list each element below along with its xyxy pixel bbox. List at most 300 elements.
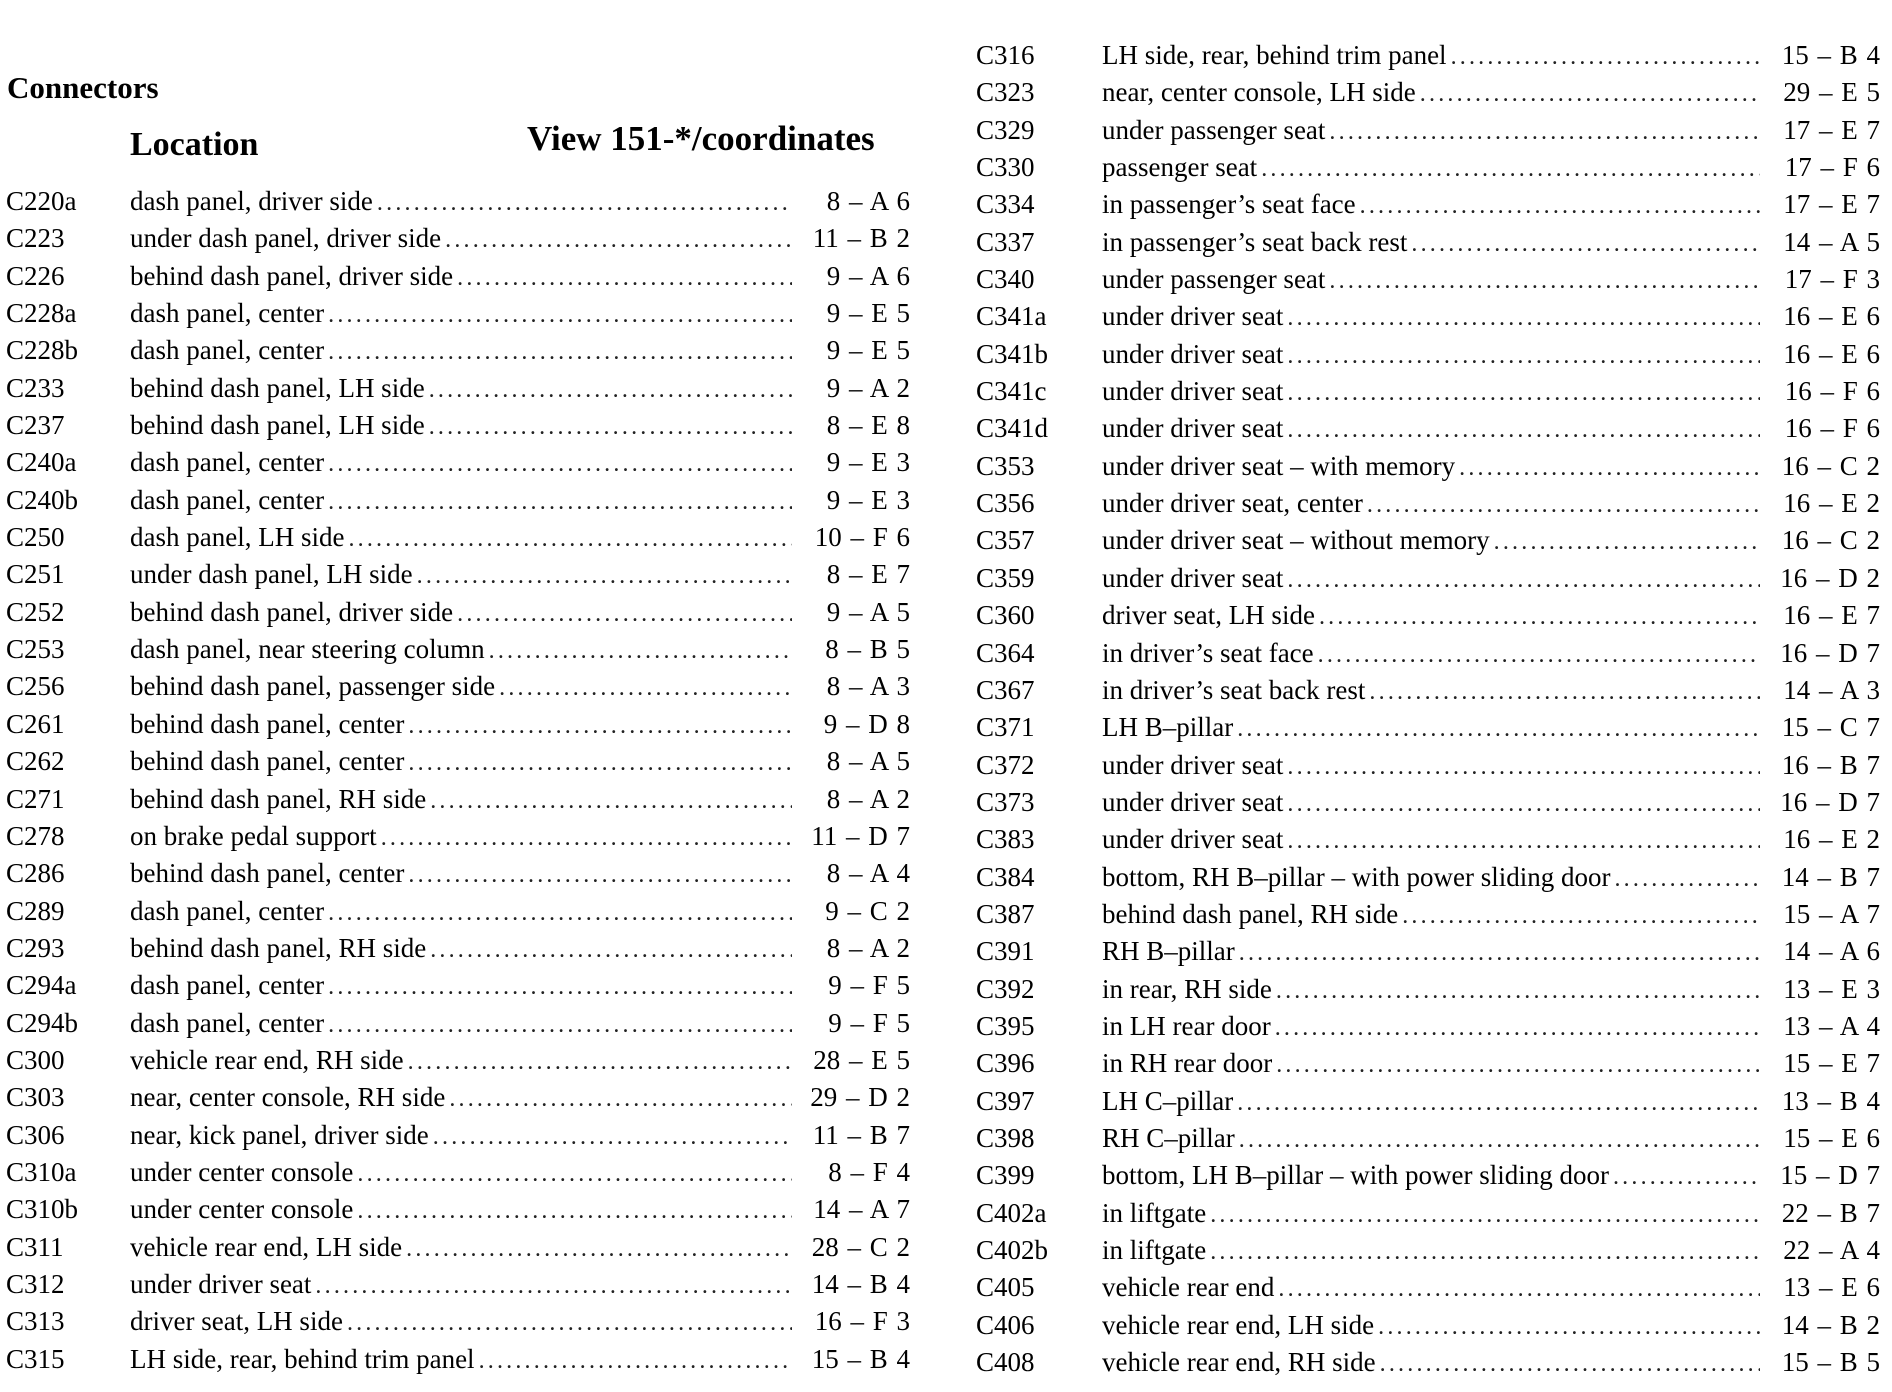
connector-row [972, 1310, 1882, 1347]
view-coordinate: 11 – B 7 [812, 1119, 910, 1150]
connector-code: C253 [6, 634, 65, 665]
connector-location: under passenger seat [1102, 264, 1326, 295]
connector-code: C337 [976, 226, 1035, 257]
connector-code: C228a [6, 298, 77, 329]
dot-leader [1237, 1090, 1760, 1117]
connector-code: C226 [6, 260, 65, 291]
connector-row [972, 115, 1882, 152]
connector-location: dash panel, LH side [130, 522, 345, 553]
connector-location: vehicle rear end, LH side [1102, 1309, 1375, 1340]
connector-code: C395 [976, 1010, 1035, 1041]
dot-leader [1402, 903, 1760, 930]
connector-code: C271 [6, 783, 65, 814]
view-coordinate: 8 – A 5 [826, 746, 910, 777]
connector-location: bottom, RH B–pillar – with power sliding door [1102, 861, 1611, 892]
connector-row [0, 1045, 912, 1082]
dot-leader [328, 451, 792, 478]
connector-code: C330 [976, 152, 1035, 183]
connector-code: C306 [6, 1119, 65, 1150]
connector-location: behind dash panel, driver side [130, 260, 454, 291]
connector-code: C240b [6, 484, 79, 515]
connector-code: C357 [976, 525, 1035, 556]
view-coordinate: 15 – C 7 [1781, 712, 1880, 743]
connector-location: driver seat, LH side [1102, 600, 1315, 631]
connector-code: C294b [6, 1007, 79, 1038]
connector-code: C278 [6, 820, 65, 851]
connector-location: dash panel, center [130, 335, 325, 366]
view-coordinate: 16 – D 7 [1780, 637, 1880, 668]
connector-row [972, 862, 1882, 899]
dot-leader [408, 713, 792, 740]
connector-row [0, 1120, 912, 1157]
connector-row [0, 522, 912, 559]
dot-leader [429, 377, 792, 404]
connector-row [972, 675, 1882, 712]
connector-location: dash panel, center [130, 970, 325, 1001]
view-coordinate: 13 – A 4 [1783, 1010, 1880, 1041]
connector-row [0, 410, 912, 447]
dot-leader [1287, 791, 1760, 818]
connector-row [972, 1347, 1882, 1384]
connector-row [972, 1086, 1882, 1123]
connector-location: near, center console, RH side [130, 1082, 446, 1113]
view-coordinate: 14 – B 2 [1781, 1309, 1880, 1340]
connector-row [0, 821, 912, 858]
view-coordinate: 8 – E 8 [826, 410, 910, 441]
connector-code: C371 [976, 712, 1035, 743]
connector-code: C310b [6, 1194, 79, 1225]
connector-code: C334 [976, 189, 1035, 220]
connector-code: C341c [976, 376, 1047, 407]
connector-location: in liftgate [1102, 1235, 1207, 1265]
view-coordinate: 16 – E 2 [1783, 488, 1880, 519]
view-coordinate: 9 – A 6 [826, 260, 910, 291]
connector-row [972, 1160, 1882, 1197]
dot-leader [1287, 828, 1760, 855]
dot-leader [406, 1236, 792, 1263]
view-coordinate: 28 – E 5 [813, 1044, 910, 1075]
connector-row [972, 1011, 1882, 1048]
view-coordinate: 9 – A 2 [826, 372, 910, 403]
dot-leader [1261, 156, 1760, 183]
dot-leader [1239, 1127, 1760, 1154]
connector-location: under driver seat [1102, 301, 1284, 332]
connector-location: vehicle rear end, RH side [1102, 1347, 1376, 1378]
connector-row [0, 1232, 912, 1269]
view-coordinate: 9 – F 5 [828, 1007, 910, 1038]
connector-code: C356 [976, 488, 1035, 519]
connector-code: C397 [976, 1085, 1035, 1116]
view-coordinate: 10 – F 6 [814, 522, 910, 553]
connector-row [0, 1306, 912, 1343]
connector-code: C228b [6, 335, 79, 366]
dot-leader [479, 1348, 792, 1375]
connector-location: in LH rear door [1102, 1010, 1271, 1041]
connector-location: in rear, RH side [1102, 973, 1272, 1004]
connector-code: C293 [6, 932, 65, 963]
connector-code: C250 [6, 522, 65, 553]
view-coordinate: 8 – F 4 [828, 1156, 910, 1187]
dot-leader [328, 1012, 792, 1039]
view-coordinate: 29 – D 2 [810, 1082, 910, 1113]
view-coordinate: 16 – D 7 [1780, 786, 1880, 817]
view-coordinate: 16 – B 7 [1781, 749, 1880, 780]
dot-leader [457, 265, 792, 292]
connector-location: LH side, rear, behind trim panel [1102, 40, 1447, 70]
connector-location: under driver seat, center [1102, 488, 1363, 519]
dot-leader [489, 638, 792, 665]
connector-row [0, 298, 912, 335]
dot-leader [1210, 1202, 1760, 1229]
connector-code: C359 [976, 562, 1035, 593]
connector-location: RH C–pillar [1102, 1122, 1235, 1153]
connector-code: C237 [6, 410, 65, 441]
connector-code: C341b [976, 338, 1049, 369]
connector-row [0, 933, 912, 970]
dot-leader [1369, 679, 1760, 706]
connector-location: near, kick panel, driver side [130, 1119, 429, 1150]
dot-leader [1318, 642, 1760, 669]
view-coordinate: 8 – A 4 [826, 858, 910, 889]
connector-code: C329 [976, 114, 1035, 145]
connector-code: C405 [976, 1272, 1035, 1303]
connector-code: C233 [6, 372, 65, 403]
dot-leader [1287, 754, 1760, 781]
connector-location: LH C–pillar [1102, 1085, 1234, 1116]
connector-row [0, 1008, 912, 1045]
connector-location: dash panel, center [130, 895, 325, 926]
connector-location: vehicle rear end [1102, 1272, 1275, 1303]
connector-code: C360 [976, 600, 1035, 631]
connector-location: near, center console, LH side [1102, 77, 1416, 108]
connector-code: C372 [976, 749, 1035, 780]
view-coordinate: 15 – B 5 [1781, 1347, 1880, 1378]
connector-location: dash panel, driver side [130, 186, 373, 216]
connector-row [972, 339, 1882, 376]
view-coordinate: 9 – E 5 [826, 335, 910, 366]
connector-location: under driver seat [1102, 338, 1284, 369]
connector-location: under driver seat [1102, 413, 1284, 444]
connector-location: under driver seat [130, 1268, 312, 1299]
connector-location: bottom, LH B–pillar – with power sliding door [1102, 1160, 1609, 1191]
connector-location: under center console [130, 1194, 354, 1225]
view-coordinate: 9 – E 5 [826, 298, 910, 329]
connector-code: C303 [6, 1082, 65, 1113]
connector-row [972, 488, 1882, 525]
view-coordinate: 15 – B 4 [811, 1343, 910, 1374]
view-coordinate: 22 – B 7 [1781, 1197, 1880, 1228]
connector-location: under driver seat – with memory [1102, 450, 1456, 481]
connector-code: C373 [976, 786, 1035, 817]
view-coordinate: 9 – E 3 [826, 447, 910, 478]
connector-row [0, 784, 912, 821]
view-coordinate: 8 – A 2 [826, 783, 910, 814]
connector-row [972, 638, 1882, 675]
dot-leader [408, 750, 792, 777]
connector-location: driver seat, LH side [130, 1306, 343, 1337]
view-coordinate: 15 – D 7 [1780, 1160, 1880, 1191]
connector-row [0, 373, 912, 410]
dot-leader [1287, 417, 1760, 444]
dot-leader [315, 1273, 792, 1300]
dot-leader [408, 1049, 792, 1076]
connector-row [0, 485, 912, 522]
connector-code: C353 [976, 450, 1035, 481]
connector-row [0, 1269, 912, 1306]
connector-location: vehicle rear end, RH side [130, 1044, 404, 1075]
connector-row [972, 1048, 1882, 1085]
connector-location: under center console [130, 1156, 354, 1187]
connector-code: C311 [6, 1231, 64, 1262]
dot-leader [377, 190, 792, 217]
view-coordinate: 13 – E 6 [1783, 1272, 1880, 1303]
dot-leader [1459, 455, 1760, 482]
connector-row [972, 1235, 1882, 1272]
connector-row [0, 223, 912, 260]
connector-row [972, 1198, 1882, 1235]
connector-code: C323 [976, 77, 1035, 108]
connector-location: behind dash panel, passenger side [130, 671, 496, 702]
connector-row [0, 1157, 912, 1194]
connector-row [972, 189, 1882, 226]
connector-code: C256 [6, 671, 65, 702]
connector-code: C387 [976, 898, 1035, 929]
connector-code: C262 [6, 746, 65, 777]
dot-leader [1329, 119, 1760, 146]
connector-code: C406 [976, 1309, 1035, 1340]
connector-row [972, 563, 1882, 600]
dot-leader [1287, 380, 1760, 407]
connector-location: dash panel, center [130, 1007, 325, 1038]
view-coordinate: 16 – F 3 [814, 1306, 910, 1337]
dot-leader [1319, 604, 1760, 631]
connector-code: C289 [6, 895, 65, 926]
connector-location: behind dash panel, center [130, 746, 405, 777]
dot-leader [348, 526, 792, 553]
connector-code: C286 [6, 858, 65, 889]
dot-leader [328, 489, 792, 516]
dot-leader [1278, 1276, 1760, 1303]
dot-leader [1287, 567, 1760, 594]
connector-location: in passenger’s seat back rest [1102, 226, 1408, 257]
dot-leader [381, 825, 792, 852]
connector-row [972, 899, 1882, 936]
connector-location: behind dash panel, driver side [130, 596, 454, 627]
connector-location: passenger seat [1102, 152, 1258, 183]
connector-code: C402a [976, 1197, 1047, 1228]
connector-location: behind dash panel, center [130, 708, 405, 739]
connector-location: dash panel, center [130, 484, 325, 515]
view-coordinate: 9 – F 5 [828, 970, 910, 1001]
connector-row [972, 712, 1882, 749]
view-coordinate: 11 – D 7 [811, 820, 910, 851]
connector-location: under dash panel, LH side [130, 559, 413, 590]
view-coordinates-column-heading: View 151-*/coordinates [527, 119, 875, 158]
connector-location: vehicle rear end, LH side [130, 1231, 403, 1262]
connector-list-right [972, 40, 1882, 1384]
connector-row [972, 301, 1882, 338]
view-coordinate: 17 – F 6 [1784, 152, 1880, 183]
connector-location: in driver’s seat back rest [1102, 674, 1366, 705]
connector-row [972, 600, 1882, 637]
connector-row [972, 413, 1882, 450]
dot-leader [1380, 1351, 1760, 1378]
dot-leader [1494, 529, 1760, 556]
connector-row [0, 709, 912, 746]
view-coordinate: 13 – E 3 [1783, 973, 1880, 1004]
view-coordinate: 16 – F 6 [1784, 376, 1880, 407]
view-coordinate: 8 – E 7 [826, 559, 910, 590]
connector-row [972, 451, 1882, 488]
connector-location: under driver seat [1102, 749, 1284, 780]
connector-code: C223 [6, 223, 65, 254]
view-coordinate: 16 – F 6 [1784, 413, 1880, 444]
connector-code: C398 [976, 1122, 1035, 1153]
view-coordinate: 9 – A 5 [826, 596, 910, 627]
dot-leader [430, 788, 792, 815]
dot-leader [357, 1161, 792, 1188]
connector-location: LH B–pillar [1102, 712, 1234, 743]
connector-code: C310a [6, 1156, 77, 1187]
view-coordinate: 14 – A 6 [1783, 936, 1880, 967]
dot-leader [499, 675, 792, 702]
connector-row [972, 1272, 1882, 1309]
connector-code: C220a [6, 186, 77, 216]
connector-row [972, 152, 1882, 189]
view-coordinate: 9 – E 3 [826, 484, 910, 515]
view-coordinate: 16 – E 6 [1783, 301, 1880, 332]
dot-leader [1420, 81, 1760, 108]
connector-row [972, 227, 1882, 264]
connector-row [972, 77, 1882, 114]
connector-code: C294a [6, 970, 77, 1001]
view-coordinate: 22 – A 4 [1783, 1235, 1880, 1265]
connectors-heading: Connectors [7, 70, 159, 105]
connector-code: C408 [976, 1347, 1035, 1378]
dot-leader [449, 1086, 792, 1113]
connector-code: C341a [976, 301, 1047, 332]
connector-row [0, 858, 912, 895]
connector-row [972, 264, 1882, 301]
dot-leader [1276, 978, 1760, 1005]
view-coordinate: 15 – E 6 [1783, 1122, 1880, 1153]
connector-row [972, 40, 1882, 77]
connector-row [0, 746, 912, 783]
dot-leader [1287, 305, 1760, 332]
connector-row [0, 597, 912, 634]
connector-row [0, 261, 912, 298]
view-coordinate: 14 – A 3 [1783, 674, 1880, 705]
view-coordinate: 29 – E 5 [1783, 77, 1880, 108]
dot-leader [357, 1198, 792, 1225]
connector-code: C261 [6, 708, 65, 739]
connector-code: C251 [6, 559, 65, 590]
connector-row [972, 974, 1882, 1011]
connector-location: behind dash panel, RH side [1102, 898, 1399, 929]
connector-location: in driver’s seat face [1102, 637, 1314, 668]
connector-list-left [0, 186, 912, 1381]
dot-leader [328, 900, 792, 927]
connector-row [0, 1194, 912, 1231]
connector-row [972, 936, 1882, 973]
view-coordinate: 16 – E 7 [1783, 600, 1880, 631]
connector-location: under driver seat – without memory [1102, 525, 1490, 556]
dot-leader [1451, 44, 1760, 71]
connector-code: C392 [976, 973, 1035, 1004]
dot-leader [1367, 492, 1760, 519]
view-coordinate: 13 – B 4 [1781, 1085, 1880, 1116]
connector-location: behind dash panel, RH side [130, 932, 427, 963]
connector-location: under passenger seat [1102, 114, 1326, 145]
dot-leader [417, 563, 792, 590]
dot-leader [1360, 193, 1760, 220]
dot-leader [328, 302, 792, 329]
dot-leader [1329, 268, 1760, 295]
dot-leader [1287, 343, 1760, 370]
connector-code: C312 [6, 1268, 65, 1299]
connector-code: C340 [976, 264, 1035, 295]
dot-leader [1378, 1314, 1760, 1341]
connector-code: C391 [976, 936, 1035, 967]
view-coordinate: 16 – C 2 [1781, 525, 1880, 556]
connector-location: LH side, rear, behind trim panel [130, 1343, 475, 1374]
connector-row [0, 1082, 912, 1119]
connector-location: RH B–pillar [1102, 936, 1235, 967]
connector-row [0, 1344, 912, 1381]
location-column-heading: Location [130, 126, 259, 163]
connector-row [0, 559, 912, 596]
view-coordinate: 16 – E 6 [1783, 338, 1880, 369]
view-coordinate: 16 – D 2 [1780, 562, 1880, 593]
dot-leader [1239, 940, 1760, 967]
connector-location: under driver seat [1102, 824, 1284, 855]
connector-row [0, 447, 912, 484]
view-coordinate: 8 – A 6 [826, 186, 910, 216]
view-coordinate: 8 – A 2 [826, 932, 910, 963]
connector-location: dash panel, near steering column [130, 634, 485, 665]
dot-leader [1613, 1164, 1760, 1191]
dot-leader [429, 414, 792, 441]
connector-row [972, 824, 1882, 861]
connector-code: C252 [6, 596, 65, 627]
connector-code: C383 [976, 824, 1035, 855]
connector-code: C396 [976, 1048, 1035, 1079]
connector-code: C315 [6, 1343, 65, 1374]
view-coordinate: 16 – C 2 [1781, 450, 1880, 481]
connector-row [0, 634, 912, 671]
connector-code: C399 [976, 1160, 1035, 1191]
dot-leader [1276, 1052, 1760, 1079]
connector-location: dash panel, center [130, 447, 325, 478]
connector-code: C364 [976, 637, 1035, 668]
view-coordinate: 15 – A 7 [1783, 898, 1880, 929]
dot-leader [328, 974, 792, 1001]
dot-leader [1275, 1015, 1760, 1042]
view-coordinate: 17 – E 7 [1783, 189, 1880, 220]
connector-location: in passenger’s seat face [1102, 189, 1356, 220]
connector-row [972, 750, 1882, 787]
view-coordinate: 8 – B 5 [825, 634, 910, 665]
dot-leader [430, 937, 792, 964]
view-coordinate: 11 – B 2 [812, 223, 910, 254]
view-coordinate: 15 – E 7 [1783, 1048, 1880, 1079]
view-coordinate: 14 – B 7 [1781, 861, 1880, 892]
view-coordinate: 8 – A 3 [826, 671, 910, 702]
dot-leader [1614, 866, 1760, 893]
view-coordinate: 9 – C 2 [825, 895, 910, 926]
dot-leader [1411, 231, 1760, 258]
connector-row [972, 376, 1882, 413]
